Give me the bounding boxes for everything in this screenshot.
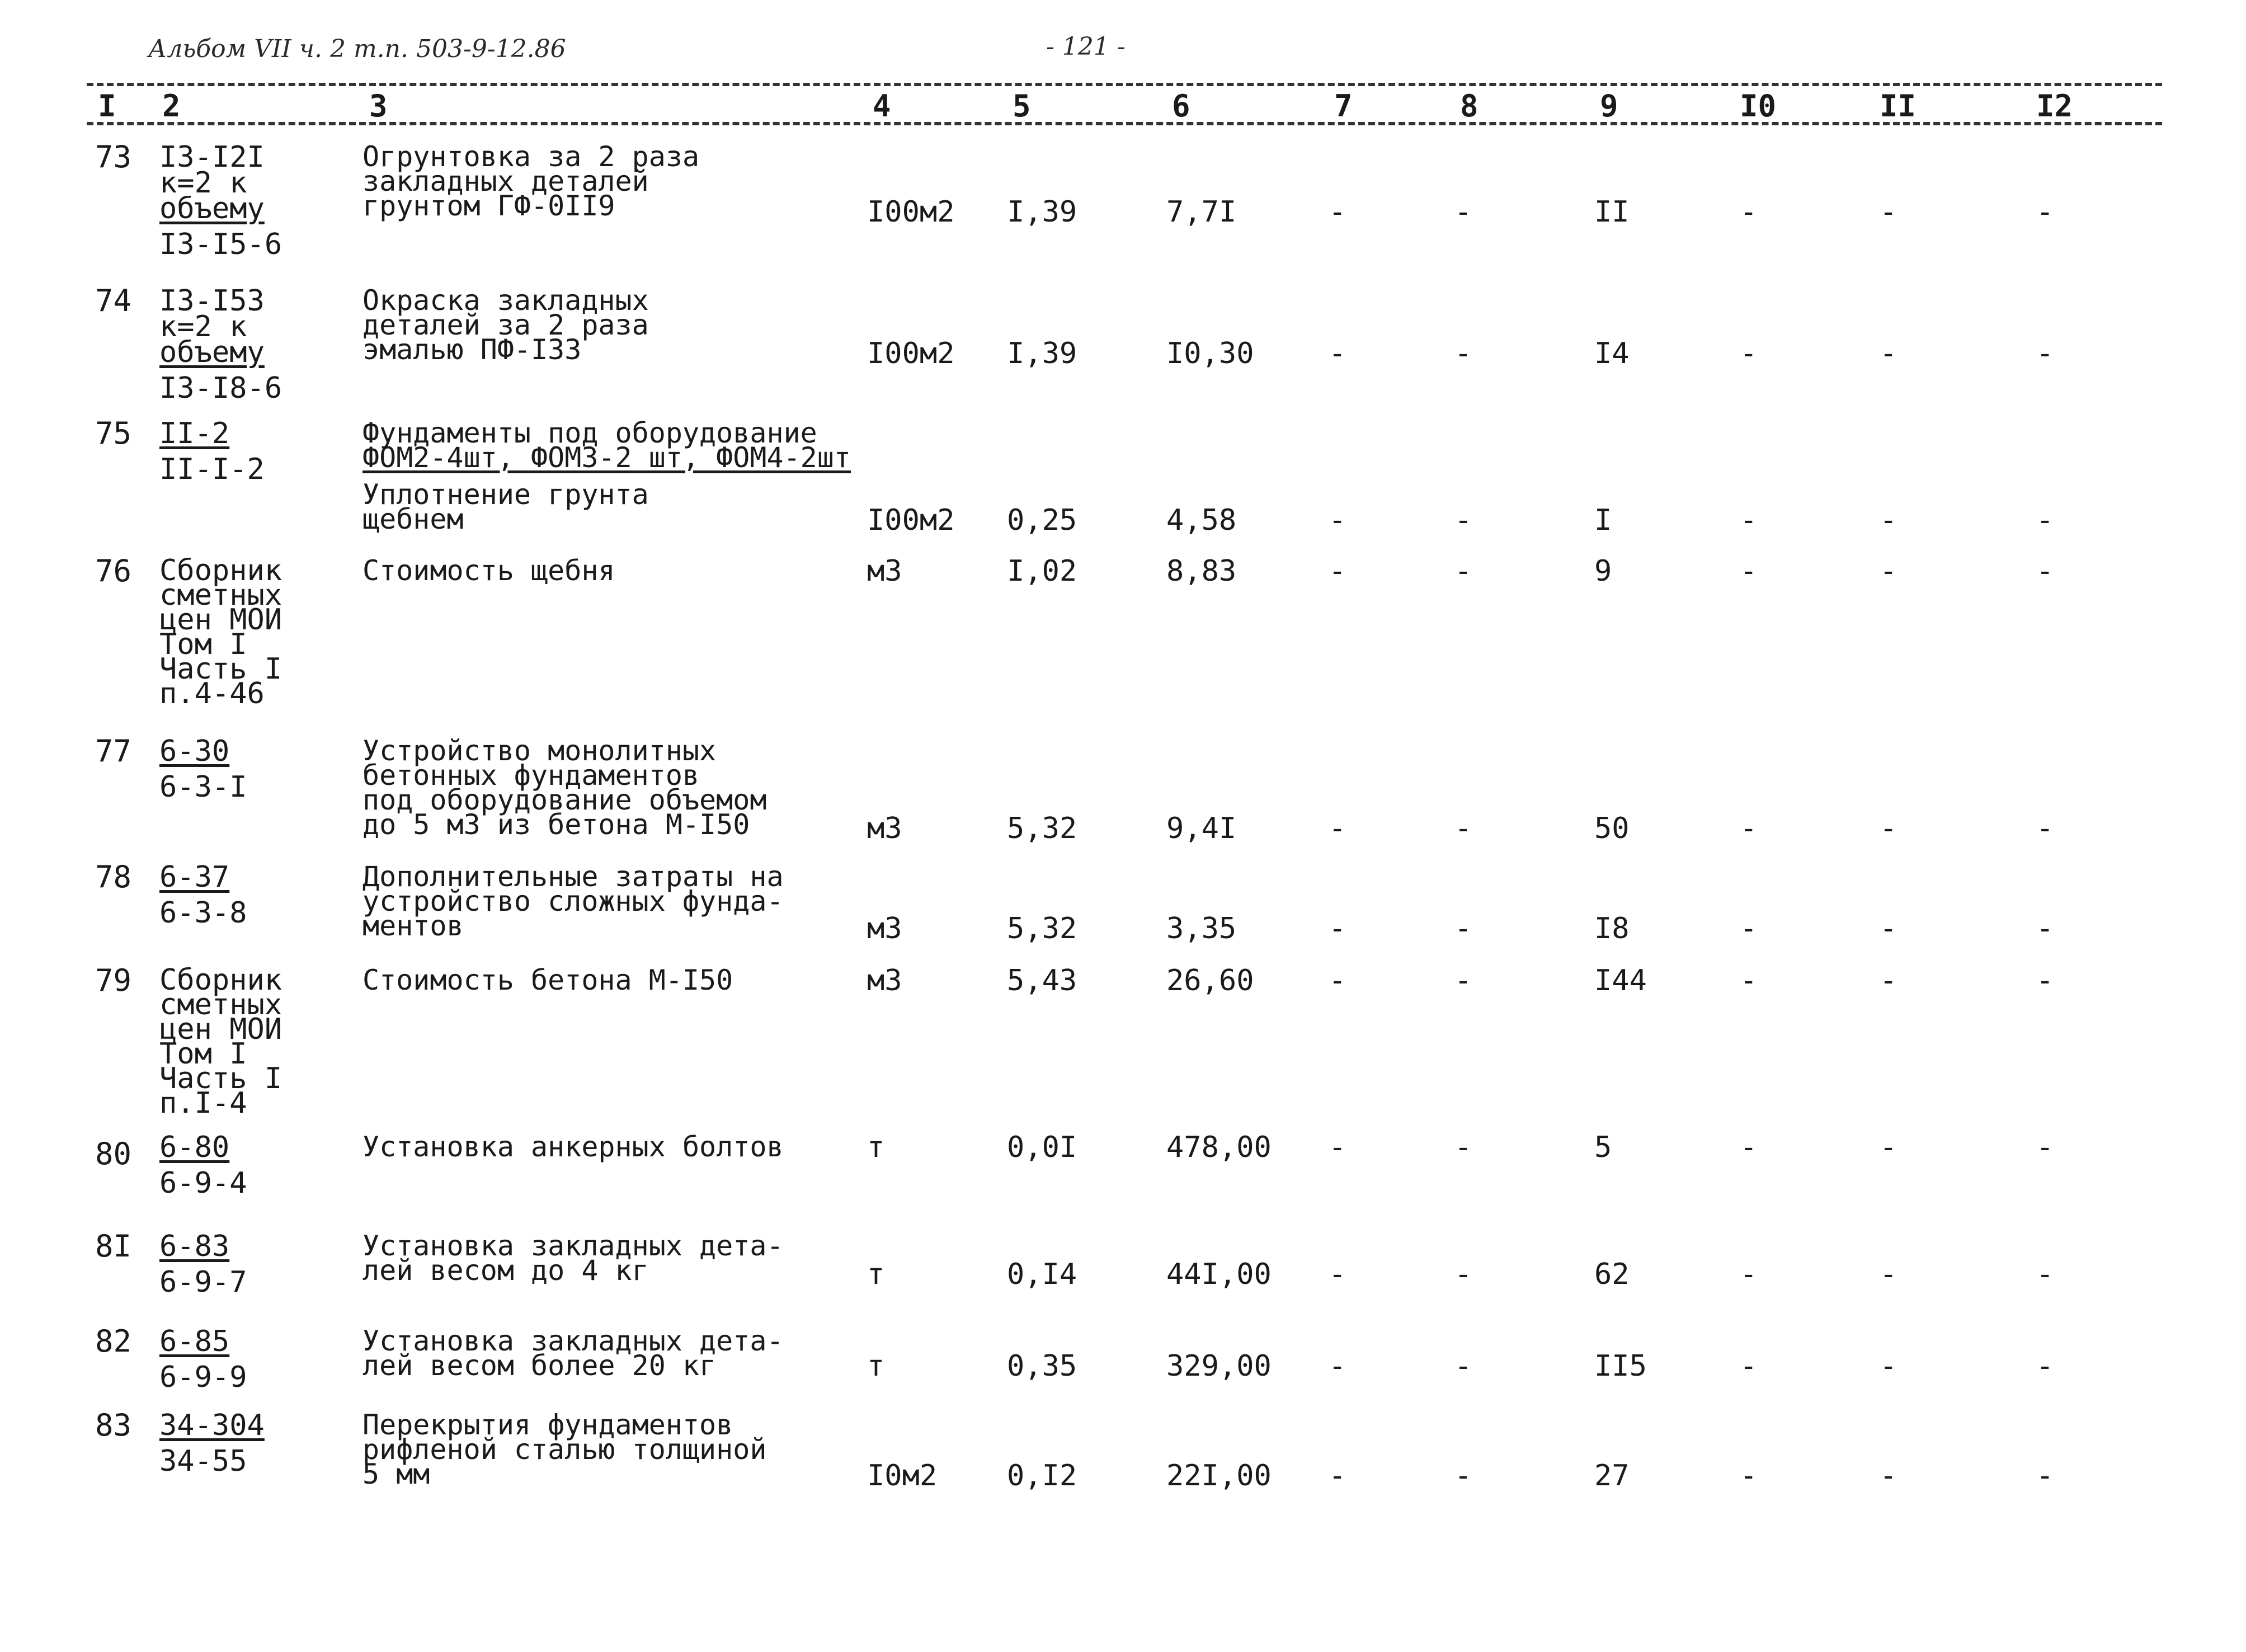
col10-value: - [1740,912,1758,945]
work-description: Перекрытия фундаментов рифленой сталью толщиной 5 мм [362,1409,767,1490]
unit-price: 4,58 [1166,503,1237,537]
col-header-8: 8 [1460,88,1479,124]
col9-value: 5 [1594,1131,1612,1164]
col9-value: II [1594,195,1630,229]
col-header-12: I2 [2036,88,2073,124]
unit: м3 [867,554,902,588]
work-description: Фундаменты под оборудование ФОМ2-4шт, ФОМ3-2 шт, ФОМ4-2шт Уплотнение грунта щебнем [362,417,851,535]
col12-value: - [2036,912,2054,945]
col12-value: - [2036,812,2054,845]
row-number: 80 [95,1136,132,1171]
unit: т [867,1349,885,1383]
work-description: Установка закладных дета- лей весом более 20 кг [362,1325,784,1382]
row-number: 79 [95,963,132,998]
quantity: 0,0I [1007,1131,1077,1164]
col-header-5: 5 [1013,88,1031,124]
album-reference: Альбом VII ч. 2 т.п. 503-9-12.86 [148,35,566,63]
col10-value: - [1740,812,1758,845]
col7-value: - [1329,1459,1346,1493]
unit: м3 [867,964,902,997]
col10-value: - [1740,195,1758,229]
row-number: 76 [95,553,132,589]
quantity: 5,32 [1007,812,1077,845]
header-rule-bottom [87,122,2162,125]
col8-value: - [1454,964,1472,997]
col10-value: - [1740,964,1758,997]
row-number: 78 [95,859,132,895]
header-rule-top [87,83,2162,86]
col11-value: - [1880,195,1897,229]
norm-code: 34-304 34-55 [159,1409,265,1478]
norm-code: Сборник сметных цен МОИ Том I Часть I п.4-46 [159,554,282,710]
col12-value: - [2036,195,2054,229]
unit: м3 [867,912,902,945]
col7-value: - [1329,554,1346,588]
col7-value: - [1329,1258,1346,1291]
row-number: 82 [95,1324,132,1359]
col12-value: - [2036,1131,2054,1164]
col8-value: - [1454,912,1472,945]
col-header-9: 9 [1600,88,1618,124]
row-number: 83 [95,1408,132,1443]
col10-value: - [1740,337,1758,370]
col12-value: - [2036,503,2054,537]
norm-code: 6-85 6-9-9 [159,1325,247,1394]
quantity: 0,25 [1007,503,1077,537]
unit-price: 26,60 [1166,964,1254,997]
col8-value: - [1454,1459,1472,1493]
unit-price: 7,7I [1166,195,1237,229]
row-number: 77 [95,733,132,769]
work-description: Окраска закладных деталей за 2 раза эмалью ПФ-I33 [362,284,649,366]
work-description: Стоимость бетона М-I50 [362,964,733,996]
col10-value: - [1740,554,1758,588]
quantity: 0,I4 [1007,1258,1077,1291]
col9-value: 50 [1594,812,1630,845]
col11-value: - [1880,812,1897,845]
row-number: 73 [95,139,132,175]
unit: I0м2 [867,1459,938,1493]
col10-value: - [1740,503,1758,537]
unit-price: 3,35 [1166,912,1237,945]
col-header-7: 7 [1334,88,1353,124]
col7-value: - [1329,337,1346,370]
quantity: 0,I2 [1007,1459,1077,1493]
col8-value: - [1454,1131,1472,1164]
col11-value: - [1880,337,1897,370]
col8-value: - [1454,337,1472,370]
col7-value: - [1329,812,1346,845]
col11-value: - [1880,1459,1897,1493]
col12-value: - [2036,964,2054,997]
norm-code: I3-I2I к=2 к объему I3-I5-6 [159,140,282,261]
norm-code: 6-30 6-3-I [159,735,247,804]
unit: т [867,1258,885,1291]
col10-value: - [1740,1349,1758,1383]
col7-value: - [1329,912,1346,945]
col9-value: 27 [1594,1459,1630,1493]
col7-value: - [1329,964,1346,997]
col9-value: 62 [1594,1258,1630,1291]
col11-value: - [1880,912,1897,945]
quantity: I,39 [1007,195,1077,229]
col-header-3: 3 [369,88,388,124]
norm-code: 6-37 6-3-8 [159,860,247,930]
col11-value: - [1880,554,1897,588]
unit-price: 329,00 [1166,1349,1272,1383]
col12-value: - [2036,337,2054,370]
col-header-1: I [98,88,116,124]
norm-code: II-2 II-I-2 [159,417,265,486]
row-number: 75 [95,416,132,451]
quantity: I,02 [1007,554,1077,588]
unit: I00м2 [867,337,955,370]
col9-value: I44 [1594,964,1647,997]
col9-value: I4 [1594,337,1630,370]
col12-value: - [2036,1459,2054,1493]
unit-price: 8,83 [1166,554,1237,588]
col7-value: - [1329,1131,1346,1164]
col-header-2: 2 [162,88,181,124]
unit-price: 22I,00 [1166,1459,1272,1493]
col11-value: - [1880,1349,1897,1383]
col-header-6: 6 [1172,88,1190,124]
work-description: Установка анкерных болтов [362,1131,784,1163]
norm-code: 6-83 6-9-7 [159,1230,247,1299]
unit-price: 9,4I [1166,812,1237,845]
col11-value: - [1880,1258,1897,1291]
col12-value: - [2036,554,2054,588]
quantity: 5,32 [1007,912,1077,945]
unit-price: 478,00 [1166,1131,1272,1164]
unit: м3 [867,812,902,845]
col8-value: - [1454,195,1472,229]
page-number: - 121 - [1046,32,1126,61]
unit: I00м2 [867,195,955,229]
work-description: Устройство монолитных бетонных фундаментов под оборудование объемом до 5 м3 из бетона М-I50 [362,735,767,841]
col12-value: - [2036,1349,2054,1383]
col8-value: - [1454,503,1472,537]
norm-code: Сборник сметных цен МОИ Том I Часть I п.I-4 [159,963,282,1120]
col8-value: - [1454,554,1472,588]
col9-value: I8 [1594,912,1630,945]
col11-value: - [1880,1131,1897,1164]
work-description: Огрунтовка за 2 раза закладных деталей грунтом ГФ-0II9 [362,140,700,222]
col10-value: - [1740,1258,1758,1291]
quantity: 0,35 [1007,1349,1077,1383]
norm-code: I3-I53 к=2 к объему I3-I8-6 [159,284,282,405]
unit-price: I0,30 [1166,337,1254,370]
row-number: 8I [95,1229,132,1264]
unit: т [867,1131,885,1164]
col8-value: - [1454,1349,1472,1383]
quantity: I,39 [1007,337,1077,370]
col9-value: I [1594,503,1612,537]
row-number: 74 [95,283,132,318]
col10-value: - [1740,1131,1758,1164]
col8-value: - [1454,812,1472,845]
quantity: 5,43 [1007,964,1077,997]
work-description: Дополнительные затраты на устройство сложных фунда- ментов [362,860,784,942]
unit-price: 44I,00 [1166,1258,1272,1291]
col9-value: 9 [1594,554,1612,588]
col-header-4: 4 [873,88,891,124]
work-description: Стоимость щебня [362,554,615,587]
norm-code: 6-80 6-9-4 [159,1131,247,1200]
col10-value: - [1740,1459,1758,1493]
col11-value: - [1880,503,1897,537]
col11-value: - [1880,964,1897,997]
col7-value: - [1329,195,1346,229]
col7-value: - [1329,503,1346,537]
col8-value: - [1454,1258,1472,1291]
col-header-10: I0 [1740,88,1777,124]
unit: I00м2 [867,503,955,537]
work-description: Установка закладных дета- лей весом до 4 кг [362,1230,784,1287]
col-header-11: II [1880,88,1917,124]
col9-value: II5 [1594,1349,1647,1383]
col7-value: - [1329,1349,1346,1383]
col12-value: - [2036,1258,2054,1291]
